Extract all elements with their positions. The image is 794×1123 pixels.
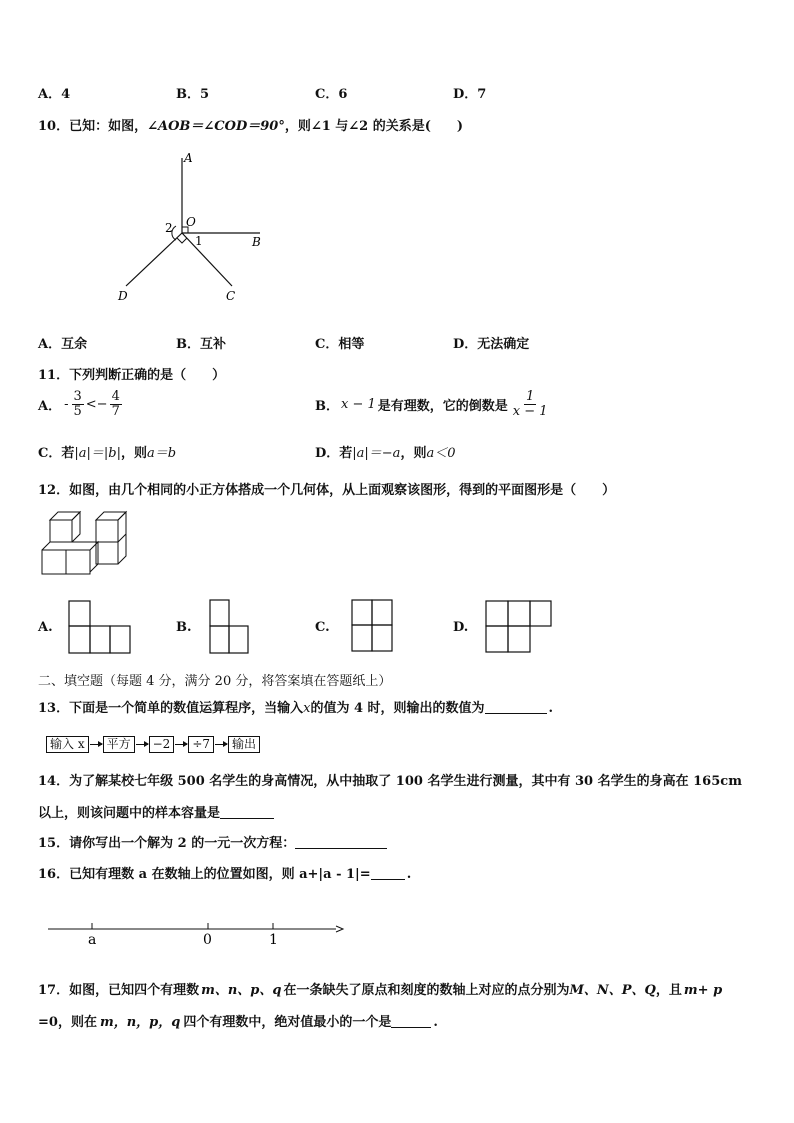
q9-option-b: B．5: [176, 87, 210, 102]
label-o: O: [186, 215, 196, 229]
q11-c-math2: a＝b: [146, 446, 177, 461]
label-angle-2: 2: [165, 221, 173, 235]
q11-b-label: B．: [315, 399, 339, 414]
q9-option-c: C．6: [315, 87, 348, 102]
q16-answer-blank[interactable]: [371, 867, 405, 880]
flow-input-box: 输入 x: [46, 736, 89, 753]
q12-option-b-figure: [209, 599, 251, 655]
q10-stem-prefix: 10．已知：如图，: [38, 119, 148, 134]
flow-square-box: 平方: [103, 736, 135, 753]
q11-d-math2: a＜0: [426, 446, 456, 461]
q11-option-a: [38, 390, 122, 419]
label-angle-1: 1: [195, 234, 203, 248]
q11-b-frac: [511, 390, 550, 419]
q15-stem-text: 15．请你写出一个解为 2 的一元一次方程：: [38, 836, 296, 851]
q12-stem: 12．如图，由几个相同的小正方体搭成一个几何体，从上面观察该图形，得到的平面图形是（ ）: [38, 483, 616, 498]
q13-flowchart: [46, 736, 260, 753]
q11-a-mid: <−: [85, 397, 108, 412]
right-angle-mark-cod: [177, 238, 187, 243]
q11-d-math: |a|＝−a: [352, 446, 401, 461]
q12-cube-figure: [40, 508, 132, 580]
q15-answer-blank[interactable]: [295, 836, 387, 849]
q12-option-a-label: A.: [38, 620, 53, 635]
q11-a-frac1: [72, 390, 84, 419]
q17-line1-eq: m+ p: [683, 983, 723, 998]
q11-a-label: A．: [38, 399, 62, 414]
q11-a-frac2: [110, 390, 122, 419]
q17-line1-b: 在一条缺失了原点和刻度的数轴上对应的点分别为: [283, 983, 570, 998]
q9-option-a: A．4: [38, 87, 71, 102]
q11-c-math: |a|＝|b|: [74, 446, 121, 461]
flow-arrow: [215, 744, 227, 745]
q10-angle-figure: [110, 150, 280, 310]
q17-line1-vars: m、n、p、q: [201, 983, 282, 998]
q11-option-d: [315, 442, 455, 461]
q11-a-num1: 3: [73, 389, 82, 404]
q11-b-text1: x − 1: [341, 397, 376, 412]
q11-a-minus: -: [64, 397, 69, 412]
q11-c-mid: ，则: [120, 446, 147, 461]
q14-line-2-text: 以上，则该问题中的样本容量是: [38, 806, 221, 821]
section-2-heading: 二、填空题（每题 4 分，满分 20 分，将答案填在答题纸上）: [38, 674, 392, 689]
q11-b-den: x − 1: [512, 404, 548, 419]
axis-arrow-icon: [336, 926, 343, 932]
q14-line-2: [38, 802, 274, 821]
q12-option-c-figure: [351, 599, 395, 653]
q11-stem: 11．下列判断正确的是（ ）: [38, 368, 226, 383]
q10-option-b: B．互补: [176, 337, 226, 352]
ray-od: [126, 233, 182, 286]
q9-option-d: D．7: [453, 87, 487, 102]
q17-line-1: [38, 979, 722, 998]
q17-line1-pts: M、N、P、Q: [569, 983, 656, 998]
label-d: D: [118, 289, 128, 303]
q13-stem-part1: 13．下面是一个简单的数值运算程序，当输入: [38, 701, 304, 716]
tick-label-1: 1: [269, 932, 278, 948]
q12-option-a-figure: [68, 600, 132, 655]
q17-line-2: [38, 1011, 438, 1030]
q11-d-mid: ，则: [400, 446, 427, 461]
q10-stem-suffix: ，则∠1 与∠2 的关系是( ): [284, 119, 464, 134]
q17-line2-a: =0，则在: [38, 1015, 97, 1030]
q16-stem-text: 16．已知有理数 a 在数轴上的位置如图，则 a+|a - 1|=: [38, 867, 371, 882]
label-b: B: [252, 235, 261, 249]
q12-option-d-label: D.: [453, 620, 469, 635]
q11-b-num: 1: [526, 389, 535, 404]
q11-option-c: [38, 442, 176, 461]
q14-answer-blank[interactable]: [220, 806, 274, 819]
q10-option-d: D．无法确定: [453, 337, 530, 352]
q17-line1-a: 17．如图，已知四个有理数: [38, 983, 200, 998]
q16-end: .: [406, 867, 412, 882]
q13-answer-blank[interactable]: [485, 701, 547, 714]
q12-option-b-label: B.: [176, 620, 192, 635]
flow-arrow: [90, 744, 102, 745]
q11-option-b: [315, 390, 550, 419]
q13-stem-part2: 的值为 4 时，则输出的数值为: [310, 701, 485, 716]
q10-option-c: C．相等: [315, 337, 365, 352]
q11-b-text2: 是有理数，它的倒数是: [377, 399, 508, 414]
flow-minus-two-box: −2: [149, 736, 175, 753]
q10-stem-math: ∠AOB＝∠COD＝90°: [147, 119, 285, 134]
flow-arrow: [175, 744, 187, 745]
label-c: C: [226, 289, 236, 303]
q16-stem: [38, 863, 411, 882]
q12-option-d-figure: [485, 600, 553, 654]
q13-end: .: [548, 701, 554, 716]
q10-stem: [38, 115, 463, 134]
label-a: A: [184, 151, 193, 165]
flow-output-box: 输出: [228, 736, 260, 753]
q12-option-c-label: C.: [315, 620, 330, 635]
q11-d-label: D．若: [315, 446, 353, 461]
q16-number-line: [44, 918, 346, 950]
tick-label-0: 0: [203, 932, 212, 948]
q17-end: .: [433, 1015, 438, 1030]
q11-a-den2: 7: [111, 404, 120, 419]
q17-line1-c: ，且: [655, 983, 682, 998]
q11-a-num2: 4: [111, 389, 120, 404]
q13-var: x: [303, 701, 311, 716]
q15-stem: [38, 832, 387, 851]
ray-oc: [182, 233, 232, 286]
q11-c-label: C．若: [38, 446, 75, 461]
q14-line-1: 14．为了解某校七年级 500 名学生的身高情况，从中抽取了 100 名学生进行测量，其中有 30 名学生的身高在 165cm: [38, 774, 742, 789]
q10-option-a: A．互余: [38, 337, 88, 352]
flow-divide-seven-box: ÷7: [188, 736, 214, 753]
q13-stem: [38, 697, 553, 716]
tick-label-a: a: [88, 932, 97, 948]
flow-arrow: [136, 744, 148, 745]
q11-a-den1: 5: [73, 404, 82, 419]
q17-line2-vars: m，n，p，q: [99, 1015, 181, 1030]
q17-line2-b: 四个有理数中，绝对值最小的一个是: [183, 1015, 392, 1030]
q17-answer-blank[interactable]: [391, 1015, 431, 1028]
